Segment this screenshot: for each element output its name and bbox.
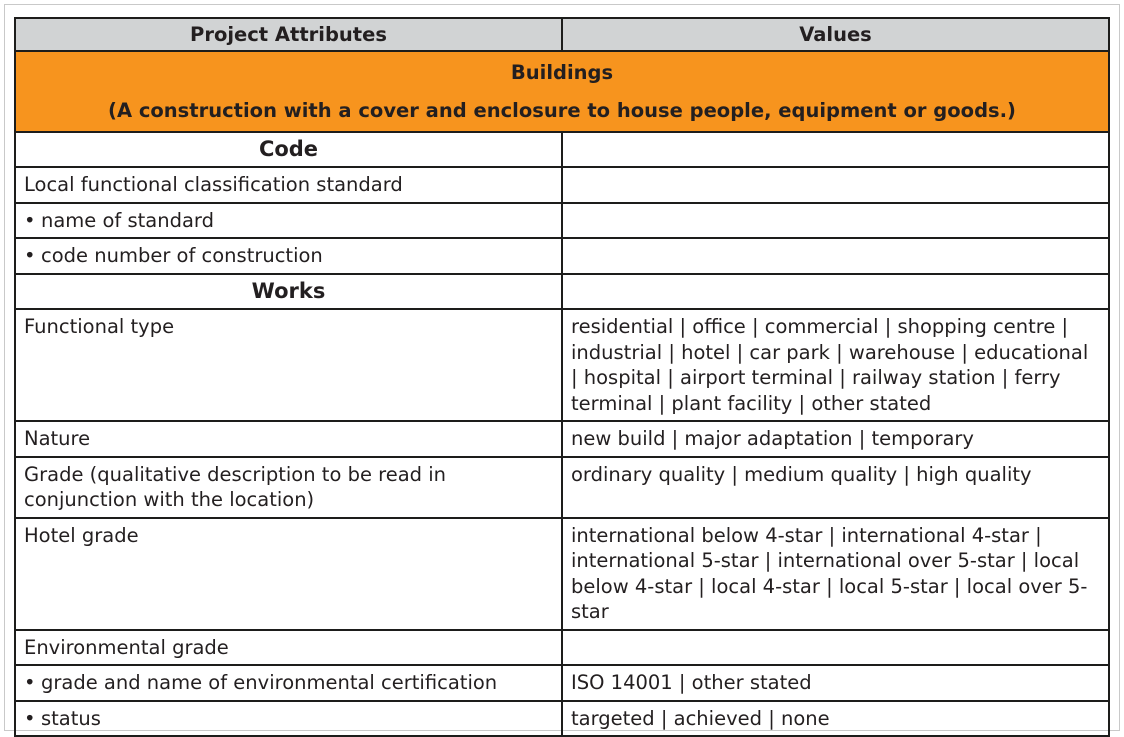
table-row [15,701,1109,737]
value-cell [562,203,1109,239]
subheading-code: Code [15,132,562,168]
value-cell [562,132,1109,168]
table-row [15,309,1109,421]
attribute-cell [15,238,562,274]
value-cell: targeted | achieved | none [562,701,1109,737]
value-cell: international below 4-star | international 4-star | international 5-star | international over 5-star | local below 4-star | local 4-star | local 5-star | local over 5-star [562,518,1109,630]
column-header-attributes: Project Attributes [15,18,562,51]
table-row [15,238,1109,274]
section-row-buildings [15,51,1109,132]
attribute-cell [15,665,562,701]
attribute-cell: Grade (qualitative description to be read in conjunction with the location) [15,457,562,518]
table-row [15,203,1109,239]
table-row [15,665,1109,701]
attribute-cell: Functional type [15,309,562,421]
attribute-label: code number of construction [41,244,323,267]
table-row [15,518,1109,630]
attribute-cell: Local functional classification standard [15,167,562,203]
bullet-point: • [24,208,36,232]
attribute-cell [15,203,562,239]
table-row [15,630,1109,666]
section-subtitle: (A construction with a cover and enclosure to house people, equipment or goods.) [108,98,1016,122]
bullet-point: • [24,706,36,730]
attribute-cell [15,701,562,737]
table-row [15,132,1109,168]
value-cell: residential | office | commercial | shopping centre | industrial | hotel | car park | warehouse | educational | hospital | airport terminal | railway station | ferry terminal | plant facility | other stated [562,309,1109,421]
attribute-label: grade and name of environmental certification [41,671,498,694]
value-cell [562,630,1109,666]
attribute-cell: Environmental grade [15,630,562,666]
bullet-point: • [24,671,36,694]
section-title: Buildings [510,60,614,84]
table-header-row [15,18,1109,51]
value-cell: ordinary quality | medium quality | high quality [562,457,1109,518]
table-row [15,274,1109,310]
attribute-cell: Hotel grade [15,518,562,630]
attribute-label: name of standard [41,208,214,232]
value-cell [562,238,1109,274]
table-row [15,421,1109,457]
value-cell [562,274,1109,310]
section-heading [15,51,1109,132]
attribute-label: status [41,706,101,730]
value-cell: new build | major adaptation | temporary [562,421,1109,457]
column-header-values: Values [562,18,1109,51]
attribute-cell: Nature [15,421,562,457]
value-cell [562,167,1109,203]
table-row [15,457,1109,518]
value-cell: ISO 14001 | other stated [562,665,1109,701]
bullet-point: • [24,244,36,267]
table-row [15,167,1109,203]
subheading-works: Works [15,274,562,310]
project-attributes-table [14,17,1110,737]
